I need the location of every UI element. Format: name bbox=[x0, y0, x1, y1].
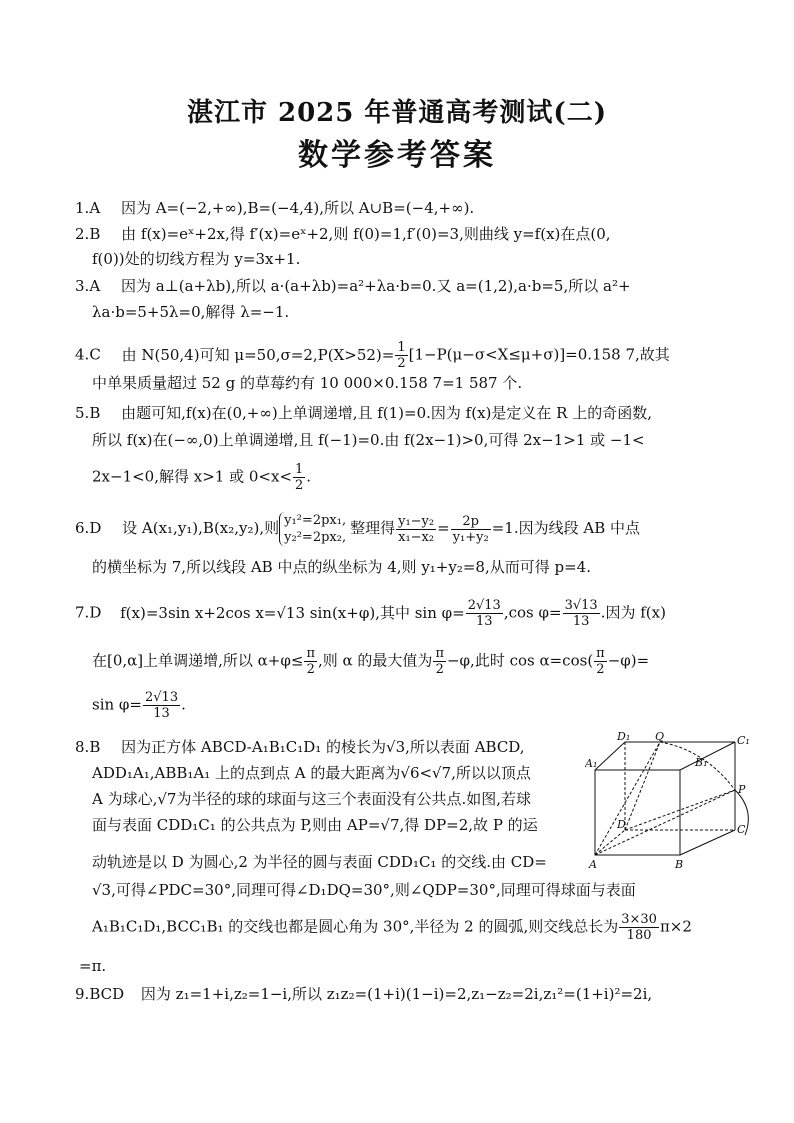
answer-choice: B bbox=[89, 404, 101, 422]
question-number: 7. bbox=[75, 603, 90, 622]
answer-choice: D bbox=[89, 519, 102, 537]
numerator: 1 bbox=[397, 340, 406, 355]
denominator: 2 bbox=[306, 662, 315, 677]
explanation-text: ,则 α 的最大值为 bbox=[318, 651, 433, 670]
answer-3 bbox=[75, 276, 631, 296]
explanation-line bbox=[92, 646, 649, 677]
answer-1 bbox=[75, 198, 474, 218]
answer-choice: BCD bbox=[89, 985, 125, 1003]
denominator: 13 bbox=[572, 614, 590, 629]
denominator: 13 bbox=[476, 614, 493, 629]
explanation-text: sin φ= bbox=[92, 695, 142, 714]
denominator: 180 bbox=[626, 928, 652, 943]
numerator: 2√13 bbox=[145, 690, 179, 705]
answer-7 bbox=[75, 598, 666, 629]
label-D: D bbox=[617, 818, 626, 831]
numerator: y₁−y₂ bbox=[398, 513, 435, 529]
explanation-text: 整理得 bbox=[350, 519, 396, 537]
question-number: 6. bbox=[75, 519, 90, 537]
question-number: 2. bbox=[75, 225, 90, 243]
explanation-line: ADD₁A₁,ABB₁A₁ 上的点到点 A 的最大距离为√6<√7,所以以顶点 bbox=[92, 764, 531, 782]
answer-choice: C bbox=[89, 345, 101, 364]
numerator: π bbox=[596, 646, 605, 661]
page-title: 湛江市 2025 年普通高考测试(二) bbox=[186, 98, 608, 128]
label-C1: C₁ bbox=[737, 734, 750, 747]
explanation-text: 2x−1<0,解得 x>1 或 0<x< bbox=[92, 467, 293, 486]
explanation-line: 所以 f(x)在(−∞,0)上单调递增,且 f(−1)=0.由 f(2x−1)>0,可得 2x−1>1 或 −1< bbox=[92, 431, 645, 449]
page-subtitle: 数学参考答案 bbox=[298, 138, 496, 173]
numerator: π bbox=[306, 646, 315, 661]
explanation-text: 由 f(x)=eˣ+2x,得 f′(x)=eˣ+2,则 f(0)=1,f′(0)=3,则曲线 y=f(x)在点(0, bbox=[121, 225, 611, 243]
answer-choice: D bbox=[89, 603, 102, 622]
equation: y₁²=2px₁, bbox=[284, 513, 347, 528]
denominator: 2 bbox=[596, 662, 605, 677]
question-number: 4. bbox=[75, 345, 90, 364]
label-C: C bbox=[737, 823, 746, 836]
explanation-line: λa·b=5+5λ=0,解得 λ=−1. bbox=[92, 303, 290, 321]
numerator: π bbox=[435, 646, 444, 661]
answer-4 bbox=[75, 340, 670, 371]
question-number: 8. bbox=[75, 738, 90, 756]
explanation-line bbox=[92, 912, 692, 943]
explanation-line: f(0))处的切线方程为 y=3x+1. bbox=[92, 250, 301, 268]
denominator: 2 bbox=[397, 356, 406, 371]
fraction bbox=[563, 598, 600, 629]
explanation-text: 由 N(50,4)可知 μ=50,σ=2,P(X>52)= bbox=[121, 345, 395, 364]
denominator: 2 bbox=[295, 478, 304, 493]
explanation-text: π×2 bbox=[659, 917, 692, 936]
label-B: B bbox=[675, 858, 684, 871]
explanation-text: 因为正方体 ABCD-A₁B₁C₁D₁ 的棱长为√3,所以表面 ABCD, bbox=[121, 738, 525, 756]
answer-2 bbox=[75, 224, 611, 244]
equation: y₂²=2px₂, bbox=[284, 530, 347, 545]
explanation-text: .因为 f(x) bbox=[600, 603, 666, 622]
explanation-line: 面与表面 CDD₁C₁ 的公共点为 P,则由 AP=√7,得 DP=2,故 P 的运 bbox=[92, 816, 538, 834]
fraction bbox=[395, 340, 407, 371]
label-A1: A₁ bbox=[585, 757, 598, 770]
cube-figure bbox=[585, 730, 785, 875]
explanation-text: =1.因为线段 AB 中点 bbox=[491, 519, 640, 537]
explanation-text: ,cos φ= bbox=[503, 603, 562, 622]
denominator: 13 bbox=[153, 706, 170, 721]
denominator: x₁−x₂ bbox=[398, 529, 435, 545]
answer-choice: A bbox=[89, 277, 101, 295]
explanation-line: √3,可得∠PDC=30°,同理可得∠D₁DQ=30°,则∠QDP=30°,同理可得球面与表面 bbox=[92, 881, 636, 899]
denominator: y₁+y₂ bbox=[452, 529, 489, 545]
explanation-text: 因为 a⊥(a+λb),所以 a·(a+λb)=a²+λa·b=0.又 a=(1,2),a·b=5,所以 a²+ bbox=[120, 277, 631, 295]
explanation-text: 由题可知,f(x)在(0,+∞)上单调递增,且 f(1)=0.因为 f(x)是定义在 R 上的奇函数, bbox=[121, 404, 652, 422]
explanation-text: . bbox=[306, 467, 312, 486]
explanation-text: 在[0,α]上单调递增,所以 α+φ≤ bbox=[92, 651, 304, 670]
numerator: 3×30 bbox=[621, 912, 657, 927]
question-number: 3. bbox=[75, 277, 90, 295]
explanation-text: −φ,此时 cos α=cos( bbox=[446, 651, 594, 670]
explanation-text: −φ)= bbox=[607, 651, 650, 670]
fraction bbox=[433, 646, 446, 677]
explanation-text: 因为 z₁=1+i,z₂=1−i,所以 z₁z₂=(1+i)(1−i)=2,z₁−z₂=2i,z₁²=(1+i)²=2i, bbox=[140, 985, 653, 1003]
explanation-text: 设 A(x₁,y₁),B(x₂,y₂),则 bbox=[122, 519, 280, 537]
fraction bbox=[466, 598, 503, 629]
explanation-line: 动轨迹是以 D 为圆心,2 为半径的圆与表面 CDD₁C₁ 的交线.由 CD= bbox=[92, 853, 547, 871]
answer-choice: B bbox=[89, 738, 101, 756]
label-P: P bbox=[738, 783, 746, 796]
fraction bbox=[304, 646, 317, 677]
explanation-line bbox=[92, 462, 311, 493]
answer-8 bbox=[75, 737, 525, 757]
explanation-line: 中单果质量超过 52 g 的草莓约有 10 000×0.158 7=1 587 个. bbox=[92, 374, 523, 392]
fraction bbox=[143, 690, 180, 721]
equation-system bbox=[279, 512, 346, 546]
numerator: 3√13 bbox=[564, 598, 598, 613]
numerator: 2√13 bbox=[467, 598, 501, 613]
explanation-text: f(x)=3sin x+2cos x=√13 sin(x+φ),其中 sin φ= bbox=[120, 603, 465, 622]
explanation-line: 的横坐标为 7,所以线段 AB 中点的纵坐标为 4,则 y₁+y₂=8,从而可得 p=4. bbox=[92, 558, 591, 576]
label-D1: D₁ bbox=[617, 730, 631, 743]
explanation-line: A 为球心,√7为半径的球的球面与这三个表面没有公共点.如图,若球 bbox=[92, 790, 532, 808]
label-Q: Q bbox=[655, 730, 665, 743]
denominator: 2 bbox=[435, 662, 444, 677]
explanation-line: =π. bbox=[79, 957, 107, 975]
question-number: 1. bbox=[75, 199, 90, 217]
explanation-text: 因为 A=(−2,+∞),B=(−4,4),所以 A∪B=(−4,+∞). bbox=[120, 199, 475, 217]
fraction bbox=[594, 646, 607, 677]
cube-front-face bbox=[595, 770, 680, 855]
fraction bbox=[396, 514, 436, 545]
numerator: 1 bbox=[295, 462, 304, 477]
numerator: 2p bbox=[451, 514, 491, 530]
fraction bbox=[619, 912, 659, 943]
explanation-line bbox=[92, 690, 186, 721]
explanation-text: [1−P(μ−σ<X≤μ+σ)]=0.158 7,故其 bbox=[408, 345, 670, 364]
explanation-text: . bbox=[181, 695, 186, 714]
fraction bbox=[451, 514, 491, 545]
question-number: 9. bbox=[75, 985, 90, 1003]
question-number: 5. bbox=[75, 404, 90, 422]
answer-choice: A bbox=[89, 199, 101, 217]
answer-9 bbox=[75, 984, 652, 1004]
label-A: A bbox=[589, 858, 597, 871]
answer-5 bbox=[75, 403, 652, 423]
answer-6: 6.D 设 A(x₁,y₁),B(x₂,y₂),则 y₁²=2px₁, y₂²=2px₂, 整理得 $\frac{\text{y₁−y₂}}{\text{x₁−x₂}}$ = $\frac{2p}{\text{y₁+y₂}}$ =1.因为线段 AB 中点 bbox=[75, 513, 640, 545]
answer-choice: B bbox=[89, 225, 101, 243]
label-B1: B₁ bbox=[695, 756, 708, 769]
explanation-text: A₁B₁C₁D₁,BCC₁B₁ 的交线也都是圆心角为 30°,半径为 2 的圆弧,则交线总长为 bbox=[92, 917, 619, 936]
fraction bbox=[293, 462, 305, 493]
